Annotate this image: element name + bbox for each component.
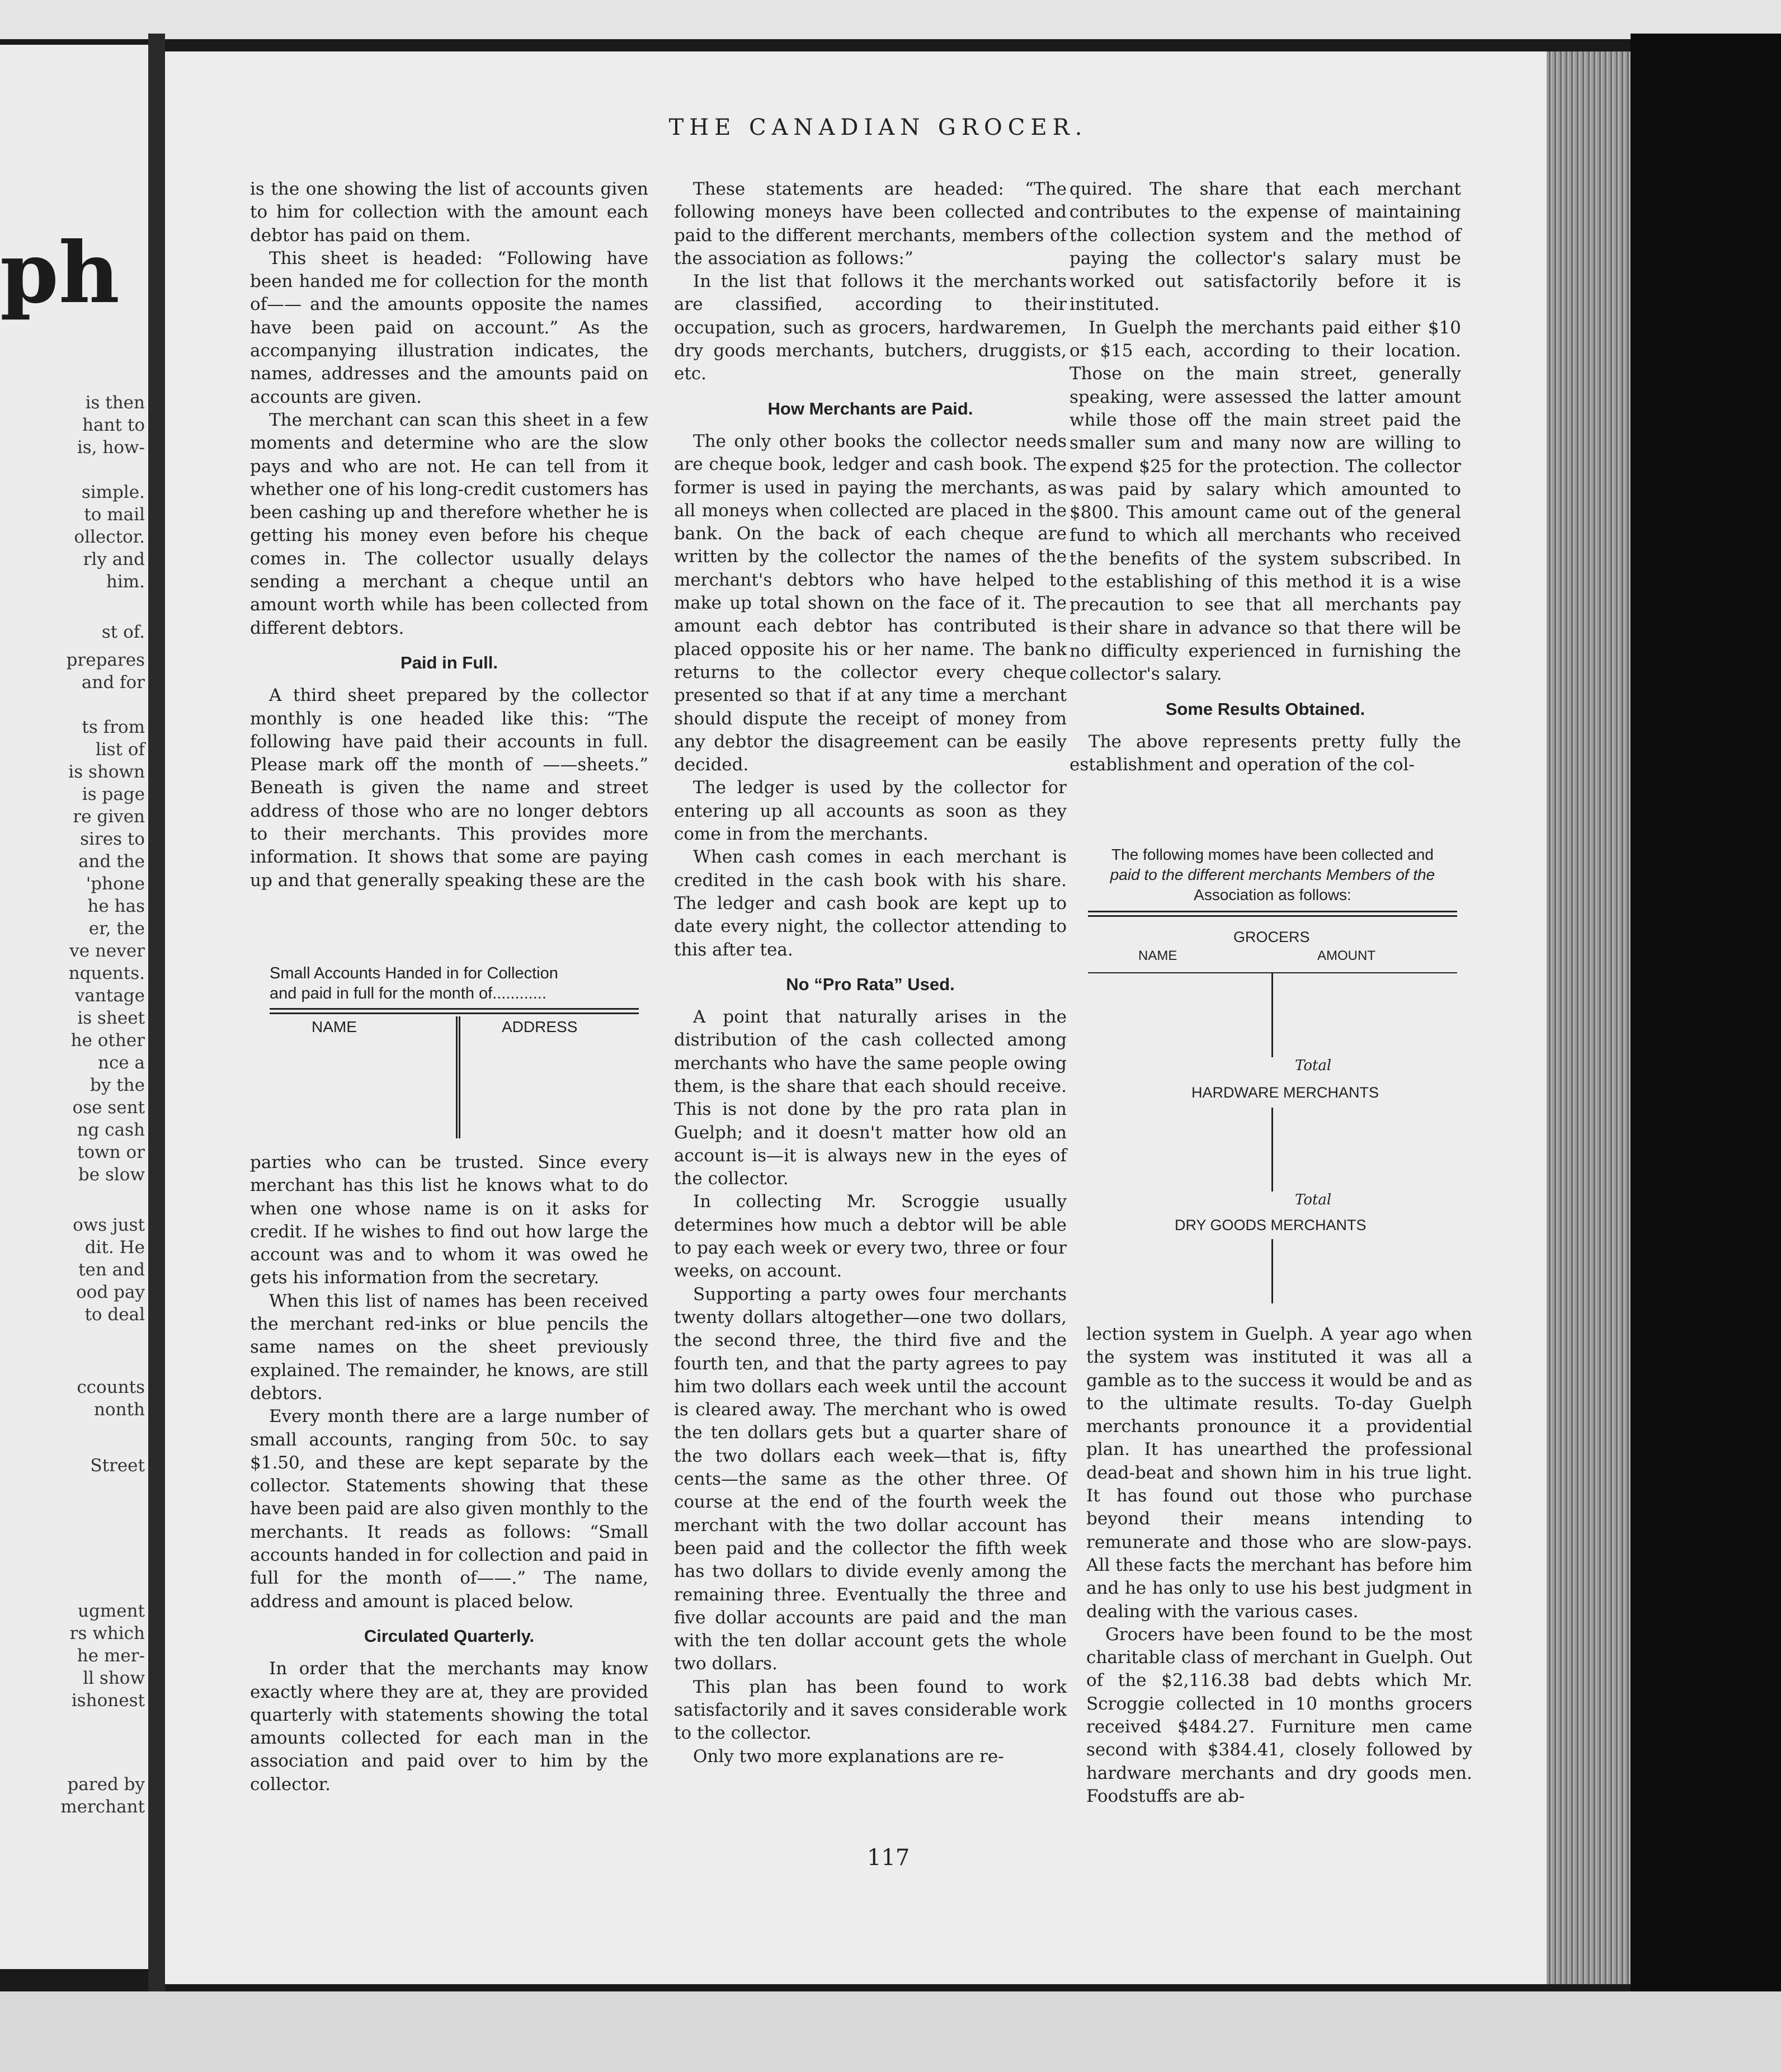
paragraph: The merchant can scan this sheet in a few moments and determine who are the slow pays and who are not. He can tell from it whether one of his long-credit customers has been cashing up and therefore whether he is getting his money even before his cheque comes in. The collector usually delays sending a merchant a cheque until an amount worth while has been collected from different debtors. — [250, 409, 648, 638]
left-page-text-fragment: ows just — [73, 1215, 145, 1235]
book-gutter — [148, 34, 165, 1991]
form-title-line-3: Association as follows: — [1194, 886, 1351, 903]
left-page-text-fragment: re given — [73, 807, 145, 827]
moneys-collected-form-illustration — [1088, 845, 1457, 1309]
form-column-divider — [1271, 973, 1273, 1057]
form-title-line-2: paid to the different merchants Members of the — [1110, 866, 1435, 883]
left-page-text-fragment: by the — [90, 1075, 145, 1095]
paragraph: In order that the merchants may know exactly where they are at, they are provided quarterly with statements showing the total amounts collected for each man in the association and paid over to him by the collector. — [250, 1659, 648, 1795]
scan-top-margin — [0, 0, 1781, 39]
left-page-text-fragment: ollector. — [74, 527, 145, 547]
column-2 — [674, 178, 1067, 1768]
left-page-text-fragment: prepares — [66, 650, 145, 670]
paragraph: This sheet is headed: “Following have been handed me for collection for the month of—— and the amounts opposite the names have been paid on account.” As the accompanying illustration indicates, the names, addresses and the amounts paid on accounts are given. — [250, 248, 648, 407]
form-column-name: NAME — [1138, 948, 1177, 963]
form-rule — [270, 1008, 639, 1010]
left-page-edge — [0, 45, 148, 1969]
left-page-text-fragment: ishonest — [71, 1690, 145, 1711]
left-page-text-fragment: vantage — [74, 986, 145, 1006]
left-page-text-fragment: is then — [85, 393, 145, 413]
subheading-some-results-obtained: Some Results Obtained. — [1165, 699, 1365, 719]
form-column-divider — [456, 1016, 460, 1138]
form-column-divider — [1271, 1108, 1273, 1192]
paragraph: The above represents pretty fully the establishment and operation of the col- — [1069, 731, 1461, 775]
small-accounts-form-illustration — [270, 963, 639, 1139]
left-page-text-fragment: to deal — [84, 1305, 145, 1325]
form-rule — [270, 1013, 639, 1014]
left-page-text-fragment: and the — [78, 851, 145, 872]
subheading-circulated-quarterly: Circulated Quarterly. — [364, 1626, 535, 1646]
running-head: THE CANADIAN GROCER. — [668, 115, 1088, 140]
paragraph: lection system in Guelph. A year ago when the system was instituted it was all a gamble as to the success it would be and as to the ultimate results. To-day Guelph merchants pronounce it a providential plan. It has unearthed the professional dead-beat and shown him in his true light. It has found out those who purchase beyond their means intending to remunerate and those who are slow-pays. All these facts the merchant has before him and he has only to use his best judgment in dealing with the various cases. — [1086, 1324, 1472, 1622]
total-handwritten: Total — [1295, 1192, 1332, 1208]
left-page-text-fragment: be slow — [78, 1165, 145, 1185]
column-3-top — [1069, 178, 1461, 776]
left-page-text-fragment: merchant — [60, 1797, 145, 1817]
left-page-text-fragment: hant to — [82, 415, 145, 435]
form-title-line-2: and paid in full for the month of............ — [270, 985, 546, 1002]
left-page-text-fragment: list of — [95, 740, 145, 760]
paragraph: A point that naturally arises in the distribution of the cash collected among merchants who have the same people owing them, is the share that each should receive. This is not done by the pro rata plan in Guelph; and it doesn't matter how old an account is—it is always new in the eyes of the collector. — [674, 1007, 1067, 1189]
left-page-text-fragment: he has — [87, 896, 145, 916]
left-page-large-fragment: ph — [0, 224, 120, 322]
form-rule — [1088, 915, 1457, 917]
total-handwritten: Total — [1295, 1057, 1332, 1074]
left-page-text-fragment: ood pay — [76, 1282, 145, 1302]
left-page-text-fragment: to mail — [84, 505, 145, 525]
left-page-text-fragment: ten and — [78, 1260, 145, 1280]
left-page-text-fragment: Street — [90, 1456, 145, 1476]
paragraph: When cash comes in each merchant is credited in the cash book with his share. The ledger and cash book are kept up to date every night, the collector attending to this after tea. — [674, 847, 1067, 960]
left-page-text-fragment: ugment — [78, 1601, 145, 1621]
left-page-text-fragment: and for — [81, 672, 145, 693]
paragraph: is the one showing the list of accounts given to him for collection with the amount each debtor has paid on them. — [250, 179, 648, 246]
left-page-text-fragment: nquents. — [68, 963, 145, 983]
left-page-text-fragment: ccounts — [77, 1377, 145, 1397]
paragraph: When this list of names has been received the merchant red-inks or blue pencils the same names on the sheet previously explained. The remainder, he knows, are still debtors. — [250, 1291, 648, 1404]
section-grocers: GROCERS — [1233, 929, 1310, 945]
paragraph: quired. The share that each merchant contributes to the expense of maintaining the collection system and the method of paying the collector's salary must be worked out satisfactorily before it is instituted. — [1069, 179, 1461, 315]
left-page-text-fragment: simple. — [81, 482, 145, 502]
paragraph: Every month there are a large number of small accounts, ranging from 50c. to say $1.50, and these are kept separate by the collector. Statements showing that these have been paid are also given monthly to the merchants. It reads as follows: “Small accounts handed in for collection and paid in full for the month of——.” The name, address and amount is placed below. — [250, 1406, 648, 1612]
left-page-text-fragment: pared by — [67, 1774, 145, 1795]
left-page-text-fragment: is sheet — [77, 1008, 145, 1028]
form-title-line-1: The following momes have been collected and — [1111, 846, 1434, 863]
scan-bottom-margin — [0, 1991, 1781, 2072]
section-hardware-merchants: HARDWARE MERCHANTS — [1191, 1084, 1379, 1101]
left-page-text-fragment: dit. He — [84, 1237, 145, 1258]
paragraph: In the list that follows it the merchants are classified, according to their occupation, such as grocers, hardwaremen, dry goods merchants, butchers, druggists, etc. — [674, 271, 1067, 384]
column-1-bottom — [250, 1151, 648, 1796]
left-page-text-fragment: st of. — [101, 622, 145, 642]
left-page-text-fragment: rs which — [69, 1623, 145, 1644]
paragraph: Supporting a party owes four merchants twenty dollars altogether—one two dollars, the second three, the third five and the fourth ten, and that the party agrees to pay him two dollars each week until the account is cleared away. The merchant who is owed the ten dollars gets but a quarter share of the two dollars each week—that is, fifty cents—the same as the other three. Of course at the end of the fourth week the merchant with the two dollar account has been paid and the collector the fifth week has two dollars to divide evenly among the remaining three. Eventually the three and five dollar accounts are paid and the man with the ten dollar account gets the whole two dollars. — [674, 1284, 1067, 1674]
left-page-text-fragment: nonth — [93, 1400, 145, 1420]
left-page-text-fragment: he other — [70, 1030, 145, 1051]
paragraph: The ledger is used by the collector for entering up all accounts as soon as they come in from the merchants. — [674, 778, 1067, 845]
paragraph: In collecting Mr. Scroggie usually determines how much a debtor will be able to pay each week or every two, three or four weeks, on account. — [674, 1192, 1067, 1282]
section-dry-goods-merchants: DRY GOODS MERCHANTS — [1175, 1217, 1367, 1233]
left-page-text-fragment: is page — [82, 784, 145, 804]
form-column-amount: AMOUNT — [1317, 948, 1375, 963]
subheading-how-merchants-are-paid: How Merchants are Paid. — [767, 398, 973, 418]
left-page-text-fragment: is, how- — [77, 437, 145, 458]
page-number: 117 — [867, 1845, 910, 1871]
left-page-text-fragment: rly and — [83, 549, 145, 569]
form-rule — [1088, 911, 1457, 912]
paragraph: The only other books the collector needs are cheque book, ledger and cash book. The former is used in paying the merchants, as all moneys when collected are placed in the bank. On the back of each cheque are written by the collector the names of the merchant's debtors who have helped to make up total shown on the face of it. The amount each debtor has contributed is placed opposite his or her name. The bank returns to the collector every cheque presented so that if at any time a merchant should dispute the receipt of money from any debtor the disagreement can be easily decided. — [674, 431, 1067, 775]
form-column-divider — [1271, 1239, 1273, 1303]
left-page-text-fragment: nce a — [97, 1053, 145, 1073]
left-page-text-fragment: ts from — [82, 717, 145, 737]
paragraph: Grocers have been found to be the most charitable class of merchant in Guelph. Out of the $2,116.38 bad debts which Mr. Scroggie collected in 10 months grocers received $484.27. Furniture men came second with $384.41, closely followed by hardware merchants and dry goods men. Foodstuffs are ab- — [1086, 1624, 1472, 1806]
paragraph: In Guelph the merchants paid either $10 or $15 each, according to their location. Those on the main street, generally speaking, were assessed the latter amount while those off the main street paid the smaller sum and many now are willing to expend $25 for the protection. The collector was paid by salary which amounted to $800. This amount came out of the general fund to which all merchants who received the benefits of the system subscribed. In the establishing of this method it is a wise precaution to see that all merchants pay their share in advance so that there will be no difficulty experienced in furnishing the collector's salary. — [1069, 317, 1461, 685]
subheading-paid-in-full: Paid in Full. — [401, 652, 498, 672]
left-page-text-fragment: er, the — [88, 919, 145, 939]
left-page-text-fragment: 'phone — [86, 874, 145, 894]
paragraph: Only two more explanations are re- — [693, 1746, 1004, 1767]
column-1-top — [250, 178, 648, 892]
left-page-text-fragment: he mer- — [77, 1646, 145, 1666]
left-page-text-fragment: ose sent — [72, 1098, 145, 1118]
paragraph: These statements are headed: “The following moneys have been collected and paid to the different merchants, members of the association as follows:” — [674, 179, 1067, 269]
left-page-text-fragment: ng cash — [77, 1120, 145, 1140]
form-column-address: ADDRESS — [502, 1018, 578, 1035]
left-page-text-fragment: ve never — [69, 941, 145, 961]
page-stack-edge — [1547, 51, 1631, 1984]
left-page-text-fragment: town or — [77, 1142, 145, 1162]
left-page-text-fragment: ll show — [83, 1668, 145, 1688]
book-binding — [1631, 34, 1781, 2072]
column-3-bottom — [1086, 1323, 1472, 1808]
left-page-text-fragment: him. — [106, 572, 145, 592]
subheading-no-pro-rata: No “Pro Rata” Used. — [786, 974, 955, 994]
paragraph: A third sheet prepared by the collector monthly is one headed like this: “The following have paid their accounts in full. Please mark off the month of ——sheets.” Beneath is given the name and street address of those who are no longer debtors to their merchants. This provides more information. It shows that some are paying up and that generally speaking these are the — [250, 685, 648, 891]
paragraph: parties who can be trusted. Since every merchant has this list he knows what to do when one whose name is on it asks for credit. If he wishes to find out how large the account was and to whom it was owed he gets his information from the secretary. — [250, 1152, 648, 1288]
paragraph: This plan has been found to work satisfactorily and it saves considerable work to the collector. — [674, 1677, 1067, 1744]
form-column-name: NAME — [312, 1018, 357, 1035]
form-title-line-1: Small Accounts Handed in for Collection — [270, 964, 558, 982]
left-page-text-fragment: sires to — [80, 829, 145, 849]
left-page-text-fragment: is shown — [68, 762, 145, 782]
